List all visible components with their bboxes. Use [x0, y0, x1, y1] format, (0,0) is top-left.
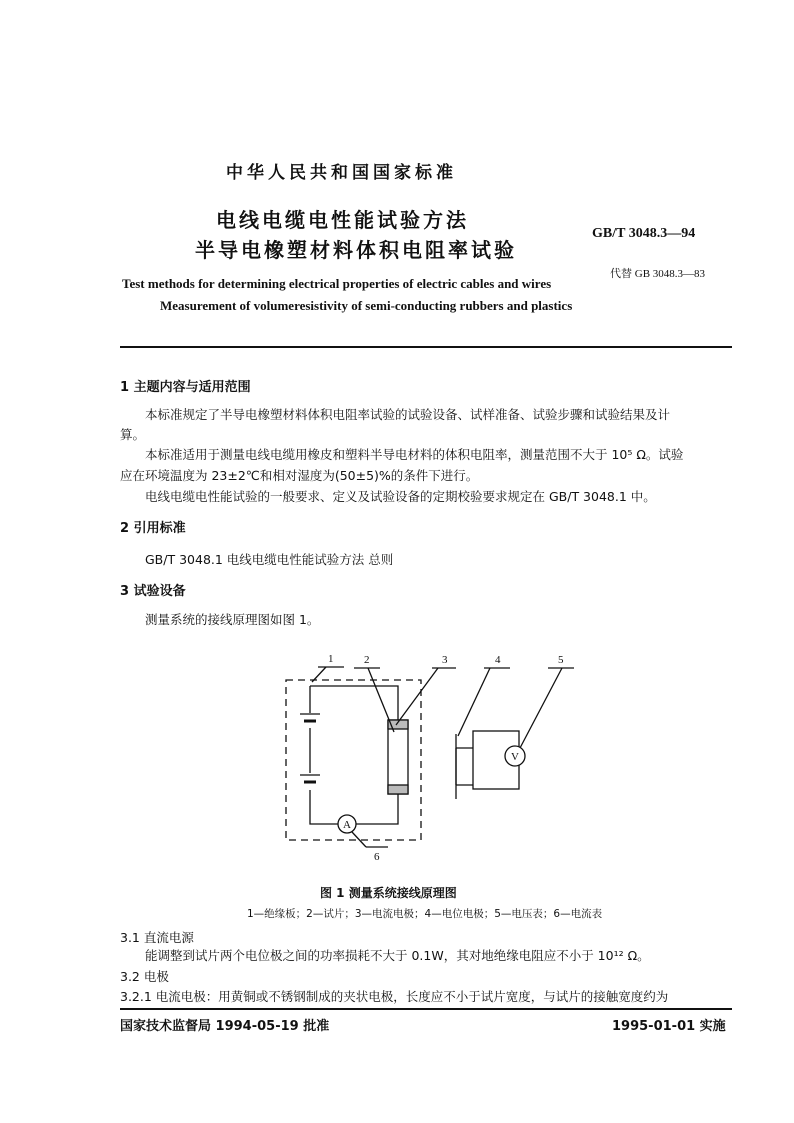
title-line-2: 半导电橡塑材料体积电阻率试验 — [195, 238, 517, 262]
national-standard-heading: 中华人民共和国国家标准 — [226, 163, 457, 183]
section-1-paragraph-2-line-2: 应在环境温度为 23±2℃和相对湿度为(50±5)%的条件下进行。 — [120, 468, 479, 483]
section-1-paragraph-3: 电线电缆电性能试验的一般要求、定义及试验设备的定期校验要求规定在 GB/T 3048.1 中。 — [145, 489, 656, 504]
section-1-paragraph-1-line-1: 本标准规定了半导电橡塑材料体积电阻率试验的试验设备、试样准备、试验步骤和试验结果及计 — [145, 407, 671, 422]
wiring-diagram — [270, 648, 590, 863]
figure-label-4: 4 — [495, 654, 501, 666]
section-3-heading: 3 试验设备 — [120, 584, 186, 599]
english-title-line-1: Test methods for determining electrical properties of electric cables and wires — [122, 276, 552, 291]
replaces-note: 代替 GB 3048.3—83 — [610, 268, 706, 280]
section-3-intro: 测量系统的接线原理图如图 1。 — [145, 612, 320, 627]
current-electrode-bottom — [388, 785, 408, 794]
figure-legend: 1—绝缘板；2—试片；3—电流电极；4—电位电极；5—电压表；6—电流表 — [247, 908, 603, 920]
figure-label-1: 1 — [328, 653, 334, 665]
header-divider — [120, 346, 732, 348]
potential-electrode — [456, 748, 473, 785]
section-3-2-1-text: 3.2.1 电流电极：用黄铜或不锈钢制成的夹状电极，长度应不小于试片宽度，与试片的接触宽度约为 — [120, 989, 669, 1004]
figure-label-3: 3 — [442, 654, 448, 666]
section-2-reference: GB/T 3048.1 电线电缆电性能试验方法 总则 — [145, 552, 394, 567]
figure-label-2: 2 — [364, 654, 370, 666]
section-2-heading: 2 引用标准 — [120, 521, 186, 536]
ammeter-symbol: A — [343, 819, 351, 831]
footer-divider — [120, 1008, 732, 1010]
voltmeter-symbol: V — [511, 751, 519, 763]
section-3-1-heading: 3.1 直流电源 — [120, 930, 194, 945]
english-title-line-2: Measurement of volumeresistivity of semi-conducting rubbers and plastics — [160, 298, 573, 313]
section-3-1-text: 能调整到试片两个电位极之间的功率损耗不大于 0.1W，其对地绝缘电阻应不小于 10¹² Ω。 — [145, 948, 650, 963]
implementation-date: 1995-01-01 实施 — [612, 1019, 726, 1034]
section-1-paragraph-2-line-1: 本标准适用于测量电线电缆用橡皮和塑料半导电材料的体积电阻率，测量范围不大于 10⁵ Ω。试验 — [145, 447, 684, 462]
figure-caption: 图 1 测量系统接线原理图 — [320, 886, 457, 900]
title-line-1: 电线电缆电性能试验方法 — [216, 208, 469, 232]
section-3-2-heading: 3.2 电极 — [120, 969, 169, 984]
specimen — [388, 720, 408, 794]
figure-label-5: 5 — [558, 654, 564, 666]
section-1-heading: 1 主题内容与适用范围 — [120, 380, 251, 395]
section-1-paragraph-1-line-2: 算。 — [120, 427, 146, 442]
approval-date: 国家技术监督局 1994-05-19 批准 — [120, 1019, 330, 1034]
figure-label-6: 6 — [374, 851, 380, 863]
standard-number: GB/T 3048.3—94 — [592, 226, 696, 241]
